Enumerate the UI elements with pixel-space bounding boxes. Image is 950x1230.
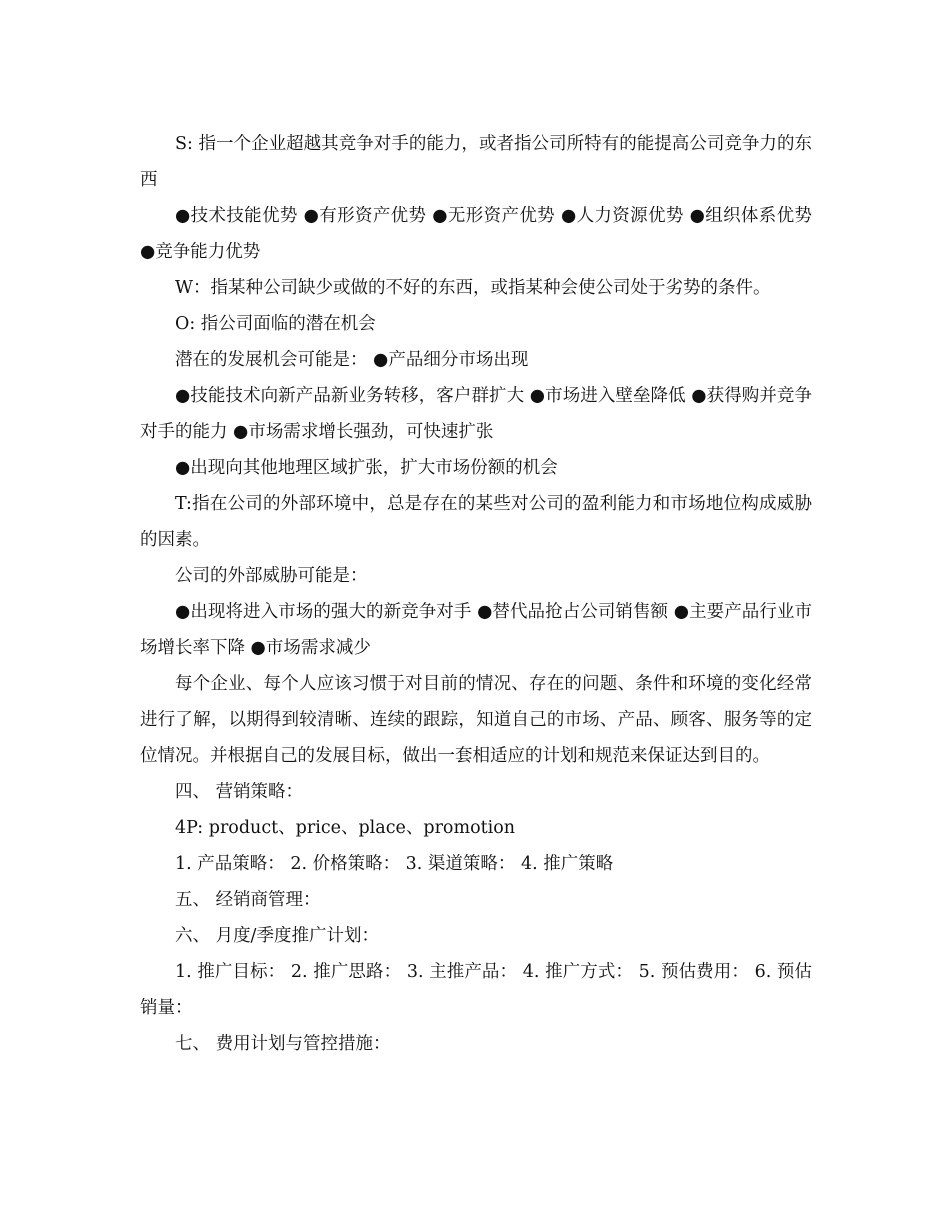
heading-dealer-management: 五、 经销商管理： (175, 890, 321, 910)
paragraph-strength-list: ●技术技能优势 ●有形资产优势 ●无形资产优势 ●人力资源优势 ●组织体系优势 ●竞争能力优势 (140, 206, 812, 262)
paragraph-threat-definition: T:指在公司的外部环境中，总是存在的某些对公司的盈利能力和市场地位构成威胁的因素。 (140, 494, 812, 550)
paragraph-4p: 4P: product、price、place、promotion (175, 818, 516, 838)
paragraph-weakness-definition: W：指某种公司缺少或做的不好的东西，或指某种会使公司处于劣势的条件。 (175, 278, 771, 298)
paragraph-opportunity-list: ●技能技术向新产品新业务转移，客户群扩大 ●市场进入壁垒降低 ●获得购并竞争对手的能力 ●市场需求增长强劲，可快速扩张 (140, 386, 812, 442)
paragraph-promotion-list: 1. 推广目标： 2. 推广思路： 3. 主推产品： 4. 推广方式： 5. 预估费用： 6. 预估销量： (140, 962, 812, 1018)
document-body (140, 126, 812, 1062)
paragraph-threat-list: ●出现将进入市场的强大的新竞争对手 ●替代品抢占公司销售额 ●主要产品行业市场增长率下降 ●市场需求减少 (140, 602, 812, 658)
heading-cost-control: 七、 费用计划与管控措施： (175, 1034, 391, 1054)
paragraph-analysis-summary: 每个企业、每个人应该习惯于对目前的情况、存在的问题、条件和环境的变化经常进行了解，以期得到较清晰、连续的跟踪，知道自己的市场、产品、顾客、服务等的定位情况。并根据自己的发展目标，做出一套相适应的计划和规范来保证达到目的。 (140, 674, 812, 766)
paragraph-strategy-list: 1. 产品策略： 2. 价格策略： 3. 渠道策略： 4. 推广策略 (175, 854, 614, 874)
heading-marketing-strategy: 四、 营销策略： (175, 782, 304, 802)
paragraph-strength-definition: S: 指一个企业超越其竞争对手的能力，或者指公司所特有的能提高公司竞争力的东西 (140, 134, 812, 190)
paragraph-opportunity-definition: O: 指公司面临的潜在机会 (175, 314, 376, 334)
paragraph-opportunity-expansion: ●出现向其他地理区域扩张，扩大市场份额的机会 (175, 458, 558, 478)
paragraph-opportunity-intro: 潜在的发展机会可能是： ●产品细分市场出现 (175, 350, 529, 370)
paragraph-threat-intro: 公司的外部威胁可能是： (175, 566, 368, 586)
heading-promotion-plan: 六、 月度/季度推广计划： (175, 926, 379, 946)
